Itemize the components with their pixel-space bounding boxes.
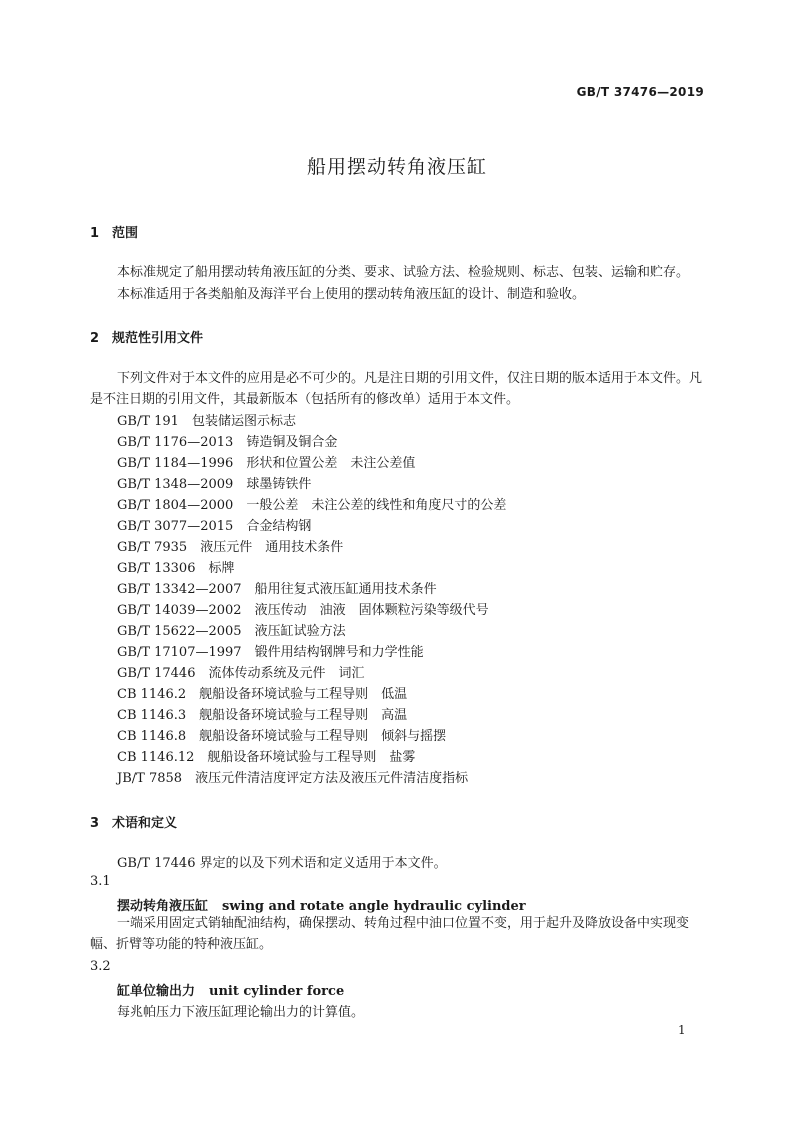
reference-name: 标牌 [208,561,235,576]
section-number: 3 [90,816,100,831]
reference-name: 一般公差 未注公差的线性和角度尺寸的公差 [246,498,507,513]
reference-item [117,432,506,453]
section-2-intro: 下列文件对于本文件的应用是必不可少的。凡是注日期的引用文件，仅注日期的版本适用于本文件。凡是不注日期的引用文件，其最新版本（包括所有的修改单）适用于本文件。 [90,371,703,407]
reference-code: GB/T 14039—2002 [117,603,242,618]
reference-name: 流体传动系统及元件 词汇 [208,666,365,681]
reference-code: GB/T 7935 [117,540,188,555]
reference-item [117,684,506,705]
reference-item [117,474,506,495]
reference-code: GB/T 3077—2015 [117,519,234,534]
reference-name: 锻件用结构钢牌号和力学性能 [254,645,424,660]
reference-name: 液压元件清洁度评定方法及液压元件清洁度指标 [195,771,469,786]
reference-name: 舰船设备环境试验与工程导则 高温 [199,708,408,723]
section-title: 术语和定义 [112,816,178,831]
reference-code: GB/T 13342—2007 [117,582,242,597]
page-number: 1 [678,1023,686,1037]
term-zh: 缸单位输出力 [117,984,196,999]
reference-item [117,705,506,726]
term-zh: 摆动转角液压缸 [117,899,209,914]
normative-references-list [117,411,506,789]
reference-item [117,558,506,579]
reference-name: 液压传动 油液 固体颗粒污染等级代号 [254,603,489,618]
term-heading [117,980,344,999]
term-number: 3.2 [90,959,111,974]
reference-code: CB 1146.12 [117,750,195,765]
reference-name: 球墨铸铁件 [246,477,312,492]
reference-name: 舰船设备环境试验与工程导则 低温 [199,687,408,702]
reference-code: GB/T 1184—1996 [117,456,234,471]
reference-code: GB/T 15622—2005 [117,624,242,639]
reference-code: CB 1146.8 [117,729,187,744]
reference-name: 液压元件 通用技术条件 [200,540,344,555]
section-3-intro: GB/T 17446 界定的以及下列术语和定义适用于本文件。 [117,856,447,871]
section-1-paragraph-2: 本标准适用于各类船舶及海洋平台上使用的摆动转角液压缸的设计、制造和验收。 [117,287,586,302]
section-title: 规范性引用文件 [112,331,204,346]
term-definition: 每兆帕压力下液压缸理论输出力的计算值。 [117,1005,365,1020]
reference-code: GB/T 17446 [117,666,196,681]
standard-code: GB/T 37476—2019 [576,85,704,99]
reference-name: 包装储运图示标志 [191,414,296,429]
reference-name: 舰船设备环境试验与工程导则 盐雾 [207,750,416,765]
reference-code: JB/T 7858 [117,771,183,786]
term-en: swing and rotate angle hydraulic cylinder [222,899,526,914]
term-heading [117,895,526,914]
reference-item [117,537,506,558]
reference-name: 形状和位置公差 未注公差值 [246,456,416,471]
term-definition: 一端采用固定式销轴配油结构，确保摆动、转角过程中油口位置不变，用于起升及降放设备中实现变幅、折臂等功能的特种液压缸。 [90,916,690,952]
reference-code: CB 1146.2 [117,687,187,702]
reference-name: 合金结构钢 [246,519,312,534]
reference-item [117,663,506,684]
reference-name: 舰船设备环境试验与工程导则 倾斜与摇摆 [199,729,447,744]
section-1-heading [90,222,138,241]
reference-item [117,600,506,621]
reference-code: GB/T 1348—2009 [117,477,234,492]
term-en: unit cylinder force [209,984,345,999]
section-number: 1 [90,226,100,241]
reference-code: GB/T 1176—2013 [117,435,234,450]
reference-item [117,579,506,600]
reference-item [117,453,506,474]
term-number: 3.1 [90,874,111,889]
reference-code: CB 1146.3 [117,708,187,723]
reference-name: 船用往复式液压缸通用技术条件 [254,582,437,597]
section-number: 2 [90,331,100,346]
reference-item [117,621,506,642]
reference-item [117,516,506,537]
reference-item [117,726,506,747]
section-2-heading [90,327,203,346]
reference-item [117,495,506,516]
section-3-heading [90,812,177,831]
section-1-paragraph-1: 本标准规定了船用摆动转角液压缸的分类、要求、试验方法、检验规则、标志、包装、运输和贮存。 [117,265,690,280]
reference-item [117,747,506,768]
reference-code: GB/T 13306 [117,561,196,576]
reference-item [117,642,506,663]
reference-item [117,768,506,789]
reference-code: GB/T 1804—2000 [117,498,234,513]
document-title: 船用摆动转角液压缸 [306,156,487,178]
reference-code: GB/T 17107—1997 [117,645,242,660]
section-title: 范围 [112,226,139,241]
reference-item [117,411,506,432]
reference-code: GB/T 191 [117,414,179,429]
reference-name: 铸造铜及铜合金 [246,435,338,450]
reference-name: 液压缸试验方法 [254,624,346,639]
